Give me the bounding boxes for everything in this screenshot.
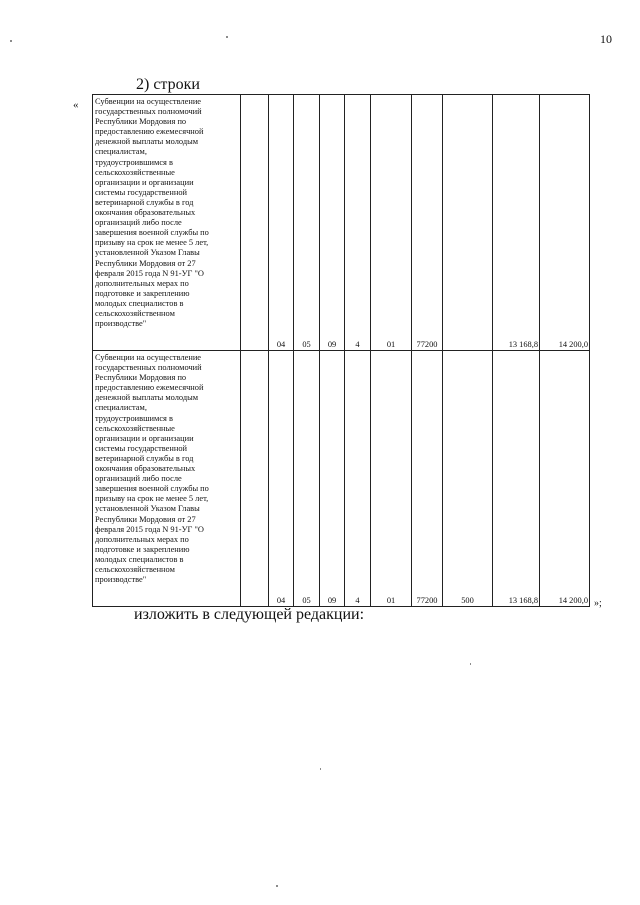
desc-line: производстве" — [95, 319, 147, 329]
scan-speck — [276, 885, 278, 887]
desc-line: дополнительных мерах по — [95, 534, 189, 544]
row-description — [93, 351, 241, 607]
desc-line: сельскохозяйственные — [95, 167, 175, 177]
desc-line: организации и организации — [95, 177, 194, 187]
scan-speck — [10, 40, 12, 42]
desc-line: Республики Мордовия от 27 — [95, 514, 196, 524]
desc-line: Республики Мордовия по — [95, 373, 187, 383]
cell-code-2: 05 — [294, 351, 320, 607]
section-heading: 2) строки — [136, 76, 200, 93]
scan-speck — [470, 663, 471, 665]
desc-line: предоставлению ежемесячной — [95, 127, 204, 137]
cell-code-1: 04 — [269, 95, 294, 351]
table-row — [93, 351, 590, 607]
cell-code-4: 4 — [345, 95, 371, 351]
desc-line: призыву на срок не менее 5 лет, — [95, 238, 209, 248]
desc-line: февраля 2015 года N 91-УГ "О — [95, 524, 204, 534]
cell-code-1: 04 — [269, 351, 294, 607]
desc-line: Республики Мордовия от 27 — [95, 258, 196, 268]
desc-line: Субвенции на осуществление — [95, 97, 202, 106]
desc-line: завершения военной службы по — [95, 484, 209, 494]
desc-line: трудоустроившимся в — [95, 413, 173, 423]
desc-line: призыву на срок не менее 5 лет, — [95, 494, 209, 504]
desc-line: трудоустроившимся в — [95, 157, 173, 167]
desc-line: организации и организации — [95, 433, 194, 443]
desc-line: молодых специалистов в — [95, 554, 184, 564]
cell-expense-type — [443, 95, 493, 351]
budget-table — [92, 94, 590, 607]
row-description — [93, 95, 241, 351]
desc-line: Субвенции на осуществление — [95, 353, 202, 362]
cell-code-6: 77200 — [412, 351, 443, 607]
desc-line: специалистам, — [95, 147, 147, 157]
desc-line: подготовке и закреплению — [95, 544, 190, 554]
cell-code-5: 01 — [371, 95, 412, 351]
desc-line: сельскохозяйственном — [95, 308, 175, 318]
cell-code-3: 09 — [320, 351, 345, 607]
desc-line: предоставлению ежемесячной — [95, 383, 204, 393]
desc-line: специалистам, — [95, 403, 147, 413]
desc-line: сельскохозяйственные — [95, 423, 175, 433]
cell-code-6: 77200 — [412, 95, 443, 351]
desc-line: Республики Мордовия по — [95, 117, 187, 127]
close-quote: »; — [594, 598, 602, 609]
cell-amount-2: 14 200,0 — [540, 351, 590, 607]
desc-line: февраля 2015 года N 91-УГ "О — [95, 268, 204, 278]
desc-line: сельскохозяйственном — [95, 564, 175, 574]
cell-expense-type: 500 — [443, 351, 493, 607]
cell-amount-1: 13 168,8 — [493, 351, 540, 607]
open-quote: « — [73, 99, 79, 111]
page-number: 10 — [600, 32, 612, 46]
desc-line: системы государственной — [95, 187, 188, 197]
desc-line: установленной Указом Главы — [95, 248, 200, 258]
desc-line: системы государственной — [95, 443, 188, 453]
desc-line: государственных полномочий — [95, 363, 202, 373]
desc-line: окончания образовательных — [95, 464, 196, 474]
desc-line: ветеринарной службы в год — [95, 453, 194, 463]
spacer-cell — [241, 95, 269, 351]
desc-line: денежной выплаты молодым — [95, 137, 199, 147]
desc-line: подготовке и закреплению — [95, 288, 190, 298]
cell-code-4: 4 — [345, 351, 371, 607]
scan-speck — [226, 36, 228, 38]
cell-code-3: 09 — [320, 95, 345, 351]
desc-line: организаций либо после — [95, 218, 182, 228]
scan-speck — [320, 768, 321, 770]
after-table-text: изложить в следующей редакции: — [134, 606, 365, 623]
spacer-cell — [241, 351, 269, 607]
desc-line: завершения военной службы по — [95, 228, 209, 238]
desc-line: ветеринарной службы в год — [95, 197, 194, 207]
desc-line: организаций либо после — [95, 474, 182, 484]
table-row — [93, 95, 590, 351]
cell-amount-1: 13 168,8 — [493, 95, 540, 351]
cell-code-5: 01 — [371, 351, 412, 607]
desc-line: окончания образовательных — [95, 208, 196, 218]
desc-line: производстве" — [95, 575, 147, 585]
desc-line: денежной выплаты молодым — [95, 393, 199, 403]
desc-line: государственных полномочий — [95, 107, 202, 117]
cell-code-2: 05 — [294, 95, 320, 351]
cell-amount-2: 14 200,0 — [540, 95, 590, 351]
desc-line: установленной Указом Главы — [95, 504, 200, 514]
desc-line: дополнительных мерах по — [95, 278, 189, 288]
desc-line: молодых специалистов в — [95, 298, 184, 308]
